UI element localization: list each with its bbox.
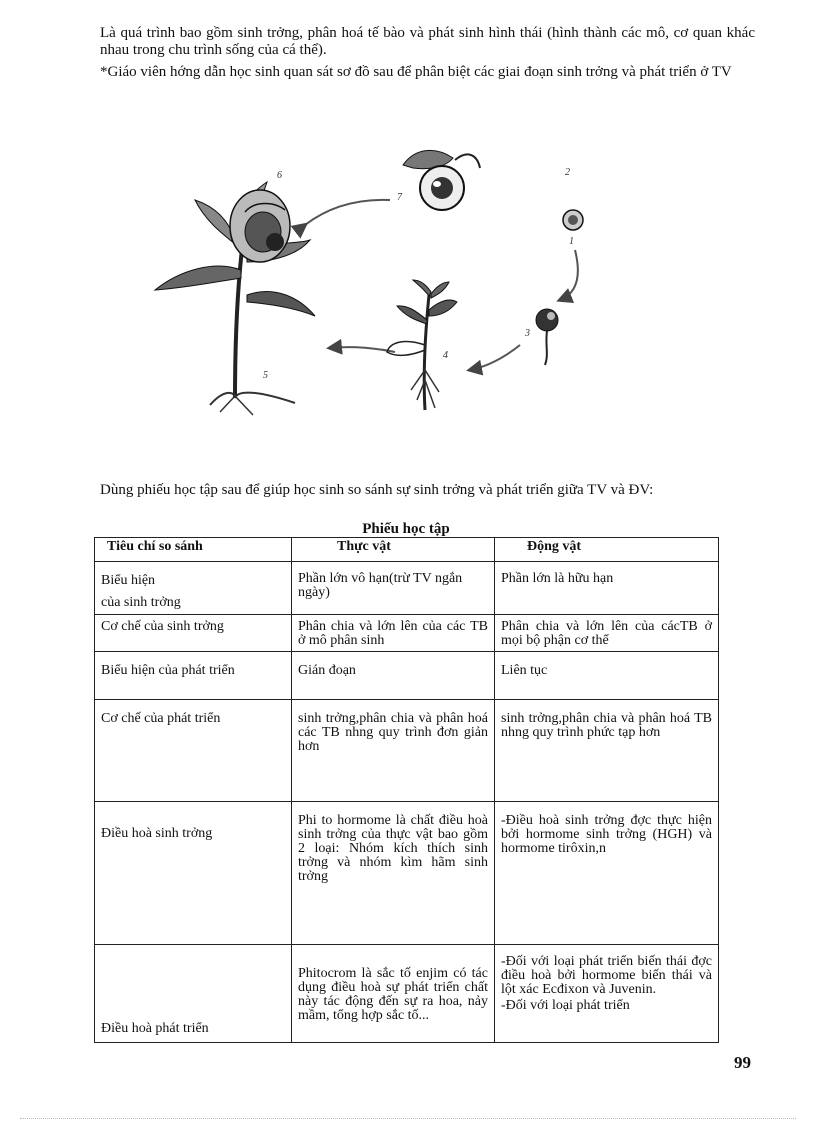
cycle-arrow-2-to-3 (560, 250, 578, 300)
row-plant: sinh trởng,phân chia và phân hoá các TB nhng quy trình đơn giản hơn (292, 700, 495, 802)
cycle-arrow-3-to-4 (470, 345, 520, 370)
stage-label-5: 5 (263, 370, 268, 381)
header-criterion: Tiêu chí so sánh (95, 538, 292, 562)
footer-divider (20, 1118, 796, 1119)
row-plant: Phần lớn vô hạn(trừ TV ngắn ngày) (292, 562, 495, 615)
stage-label-7: 7 (397, 192, 402, 203)
row-animal: Liên tục (495, 652, 719, 700)
row-criterion (95, 562, 292, 615)
table-row (95, 615, 719, 652)
worksheet-title: Phiếu học tập (362, 521, 450, 537)
criterion-line: của sinh trởng (101, 595, 181, 610)
row-animal (495, 945, 719, 1043)
row-criterion: Cơ chế của phát triển (95, 700, 292, 802)
fruit-illustration (403, 150, 480, 210)
header-animal: Động vật (495, 538, 719, 562)
row-criterion: Cơ chế của sinh trởng (95, 615, 292, 652)
seedling-illustration (387, 280, 457, 410)
table-row (95, 562, 719, 615)
row-animal: Phần lớn là hữu hạn (495, 562, 719, 615)
row-plant: Phân chia và lớn lên của các TB ở mô phân sinh (292, 615, 495, 652)
table-header-row (95, 538, 719, 562)
mature-plant-illustration (155, 182, 315, 415)
cycle-arrow-7-to-6 (305, 200, 390, 225)
stage-label-4: 4 (443, 350, 448, 361)
row-plant: Phitocrom là sắc tố enjim có tác dụng điều hoà sự phát triển chất này tác động đến sự ra hoa, nảy mầm, tổng hợp sắc tố... (292, 945, 495, 1043)
intro-definition: Là quá trình bao gồm sinh trởng, phân hoá tế bào và phát sinh hình thái (hình thành các mô, cơ quan khác nhau trong chu trình sống của cá thể). (100, 25, 755, 58)
worksheet-instruction: Dùng phiếu học tập sau để giúp học sinh so sánh sự sinh trởng và phát triển giữa TV và ĐV: (100, 482, 654, 498)
stage-label-2: 2 (565, 167, 570, 178)
stage-label-1: 1 (569, 236, 574, 247)
criterion-line: Biểu hiện (101, 573, 156, 588)
seed-illustration (563, 210, 583, 230)
table-row (95, 700, 719, 802)
stage-label-6: 6 (277, 170, 282, 181)
header-plant: Thực vật (292, 538, 495, 562)
animal-regulation-line: -Đối với loại phát triển (501, 998, 630, 1013)
row-criterion: Điều hoà sinh trởng (95, 802, 292, 945)
row-animal: sinh trởng,phân chia và phân hoá TB nhng quy trình phức tạp hơn (495, 700, 719, 802)
cycle-arrow-4-to-5 (330, 347, 395, 352)
row-plant: Phi to hormome là chất điều hoà sinh trởng của thực vật bao gồm 2 loại: Nhóm kích thích sinh trởng và nhóm kìm hãm sinh trởng (292, 802, 495, 945)
page-number: 99 (734, 1053, 751, 1072)
row-criterion: Biểu hiện của phát triển (95, 652, 292, 700)
table-row (95, 802, 719, 945)
row-animal: Phân chia và lớn lên của cácTB ở mọi bộ phận cơ thể (495, 615, 719, 652)
teacher-note: *Giáo viên hớng dẫn học sinh quan sát sơ đồ sau để phân biệt các giai đoạn sinh trởng và phát triển ở TV (100, 64, 732, 80)
row-animal: -Điều hoà sinh trởng đợc thực hiện bởi hormome sinh trởng (HGH) và hormome tirôxin,n (495, 802, 719, 945)
animal-regulation-line: -Đối với loại phát triển biến thái đợc điều hoà bởi hormome biến thái và lột xác Ecđixon và Juvenin. (501, 954, 712, 997)
table-row (95, 945, 719, 1043)
table-row (95, 652, 719, 700)
plant-life-cycle-diagram (135, 120, 605, 430)
stage-label-3: 3 (525, 328, 530, 339)
row-plant: Gián đoạn (292, 652, 495, 700)
row-criterion: Điều hoà phát triển (95, 945, 292, 1043)
comparison-table (94, 537, 719, 1043)
germinating-seed-illustration (536, 309, 558, 365)
